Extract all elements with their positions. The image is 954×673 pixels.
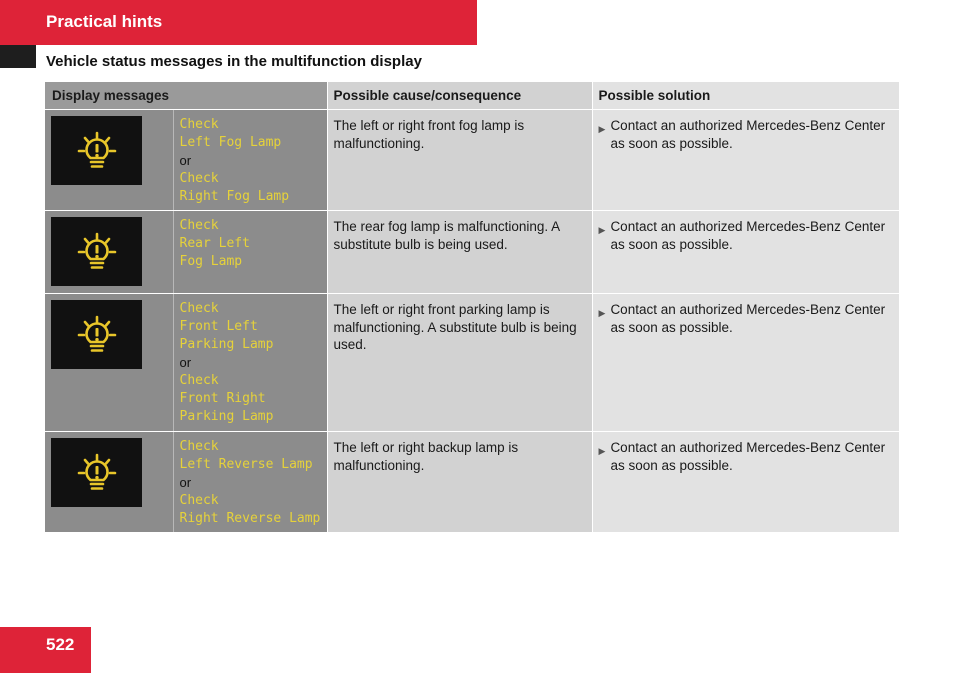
display-message-line: Front Right [179,391,266,406]
triangle-bullet-icon: ▶ [598,308,606,318]
display-or-text: or [179,475,192,490]
status-messages-table [45,82,900,533]
display-message-line: Check [179,439,219,454]
display-message-line: Rear Left [179,236,250,251]
table-header-row [45,82,899,110]
display-message-line: Fog Lamp [179,254,243,269]
solution-text: Contact an authorized Mercedes-Benz Center as soon as possible. [610,219,886,252]
triangle-bullet-icon: ▶ [598,225,606,235]
solution-text: Contact an authorized Mercedes-Benz Center as soon as possible. [610,302,886,335]
cause-cell: The rear fog lamp is malfunctioning. A substitute bulb is being used. [327,211,592,294]
header-cause: Possible cause/consequence [327,82,592,110]
display-message-line: Left Reverse Lamp [179,457,313,472]
display-icon-cell [45,110,173,211]
display-icon-cell [45,211,173,294]
chapter-header [0,0,477,45]
bulb-warning-icon-svg [77,453,117,493]
solution-text: Contact an authorized Mercedes-Benz Center as soon as possible. [610,440,886,473]
bulb-warning-icon-svg [77,315,117,355]
bulb-warning-icon [51,217,142,286]
header-display-messages: Display messages [45,82,327,110]
solution-cell [592,110,899,211]
page-number: 522 [46,635,75,654]
cause-cell: The left or right backup lamp is malfunctioning. [327,432,592,533]
display-icon-cell [45,432,173,533]
triangle-bullet-icon: ▶ [598,124,606,134]
display-message-line: Right Fog Lamp [179,189,290,204]
chapter-tab-marker [0,45,36,68]
display-message-line: Check [179,373,219,388]
bulb-warning-icon [51,438,142,507]
solution-cell [592,432,899,533]
page-number-box [0,627,91,673]
header-solution: Possible solution [592,82,899,110]
display-message-line: Left Fog Lamp [179,135,282,150]
display-icon-cell [45,294,173,432]
display-message-cell [173,294,327,432]
table-row [45,294,899,432]
display-message-line: Check [179,117,219,132]
solution-cell [592,211,899,294]
display-message-line: Right Reverse Lamp [179,511,321,526]
table-row [45,211,899,294]
display-message-cell [173,110,327,211]
chapter-title: Practical hints [46,12,163,31]
display-message-line: Parking Lamp [179,409,274,424]
section-title: Vehicle status messages in the multifunction display [46,53,422,70]
triangle-bullet-icon: ▶ [598,446,606,456]
cause-cell: The left or right front parking lamp is malfunctioning. A substitute bulb is being used. [327,294,592,432]
solution-cell [592,294,899,432]
display-message-line: Check [179,171,219,186]
bulb-warning-icon [51,300,142,369]
display-message-line: Front Left [179,319,258,334]
bulb-warning-icon-svg [77,232,117,272]
display-message-cell [173,432,327,533]
display-or-text: or [179,153,192,168]
display-or-text: or [179,355,192,370]
display-message-line: Check [179,301,219,316]
display-message-cell [173,211,327,294]
table-row [45,110,899,211]
bulb-warning-icon [51,116,142,185]
display-message-line: Check [179,218,219,233]
display-message-line: Parking Lamp [179,337,274,352]
bulb-warning-icon-svg [77,131,117,171]
solution-text: Contact an authorized Mercedes-Benz Center as soon as possible. [610,118,886,151]
display-message-line: Check [179,493,219,508]
table-row [45,432,899,533]
cause-cell: The left or right front fog lamp is malfunctioning. [327,110,592,211]
